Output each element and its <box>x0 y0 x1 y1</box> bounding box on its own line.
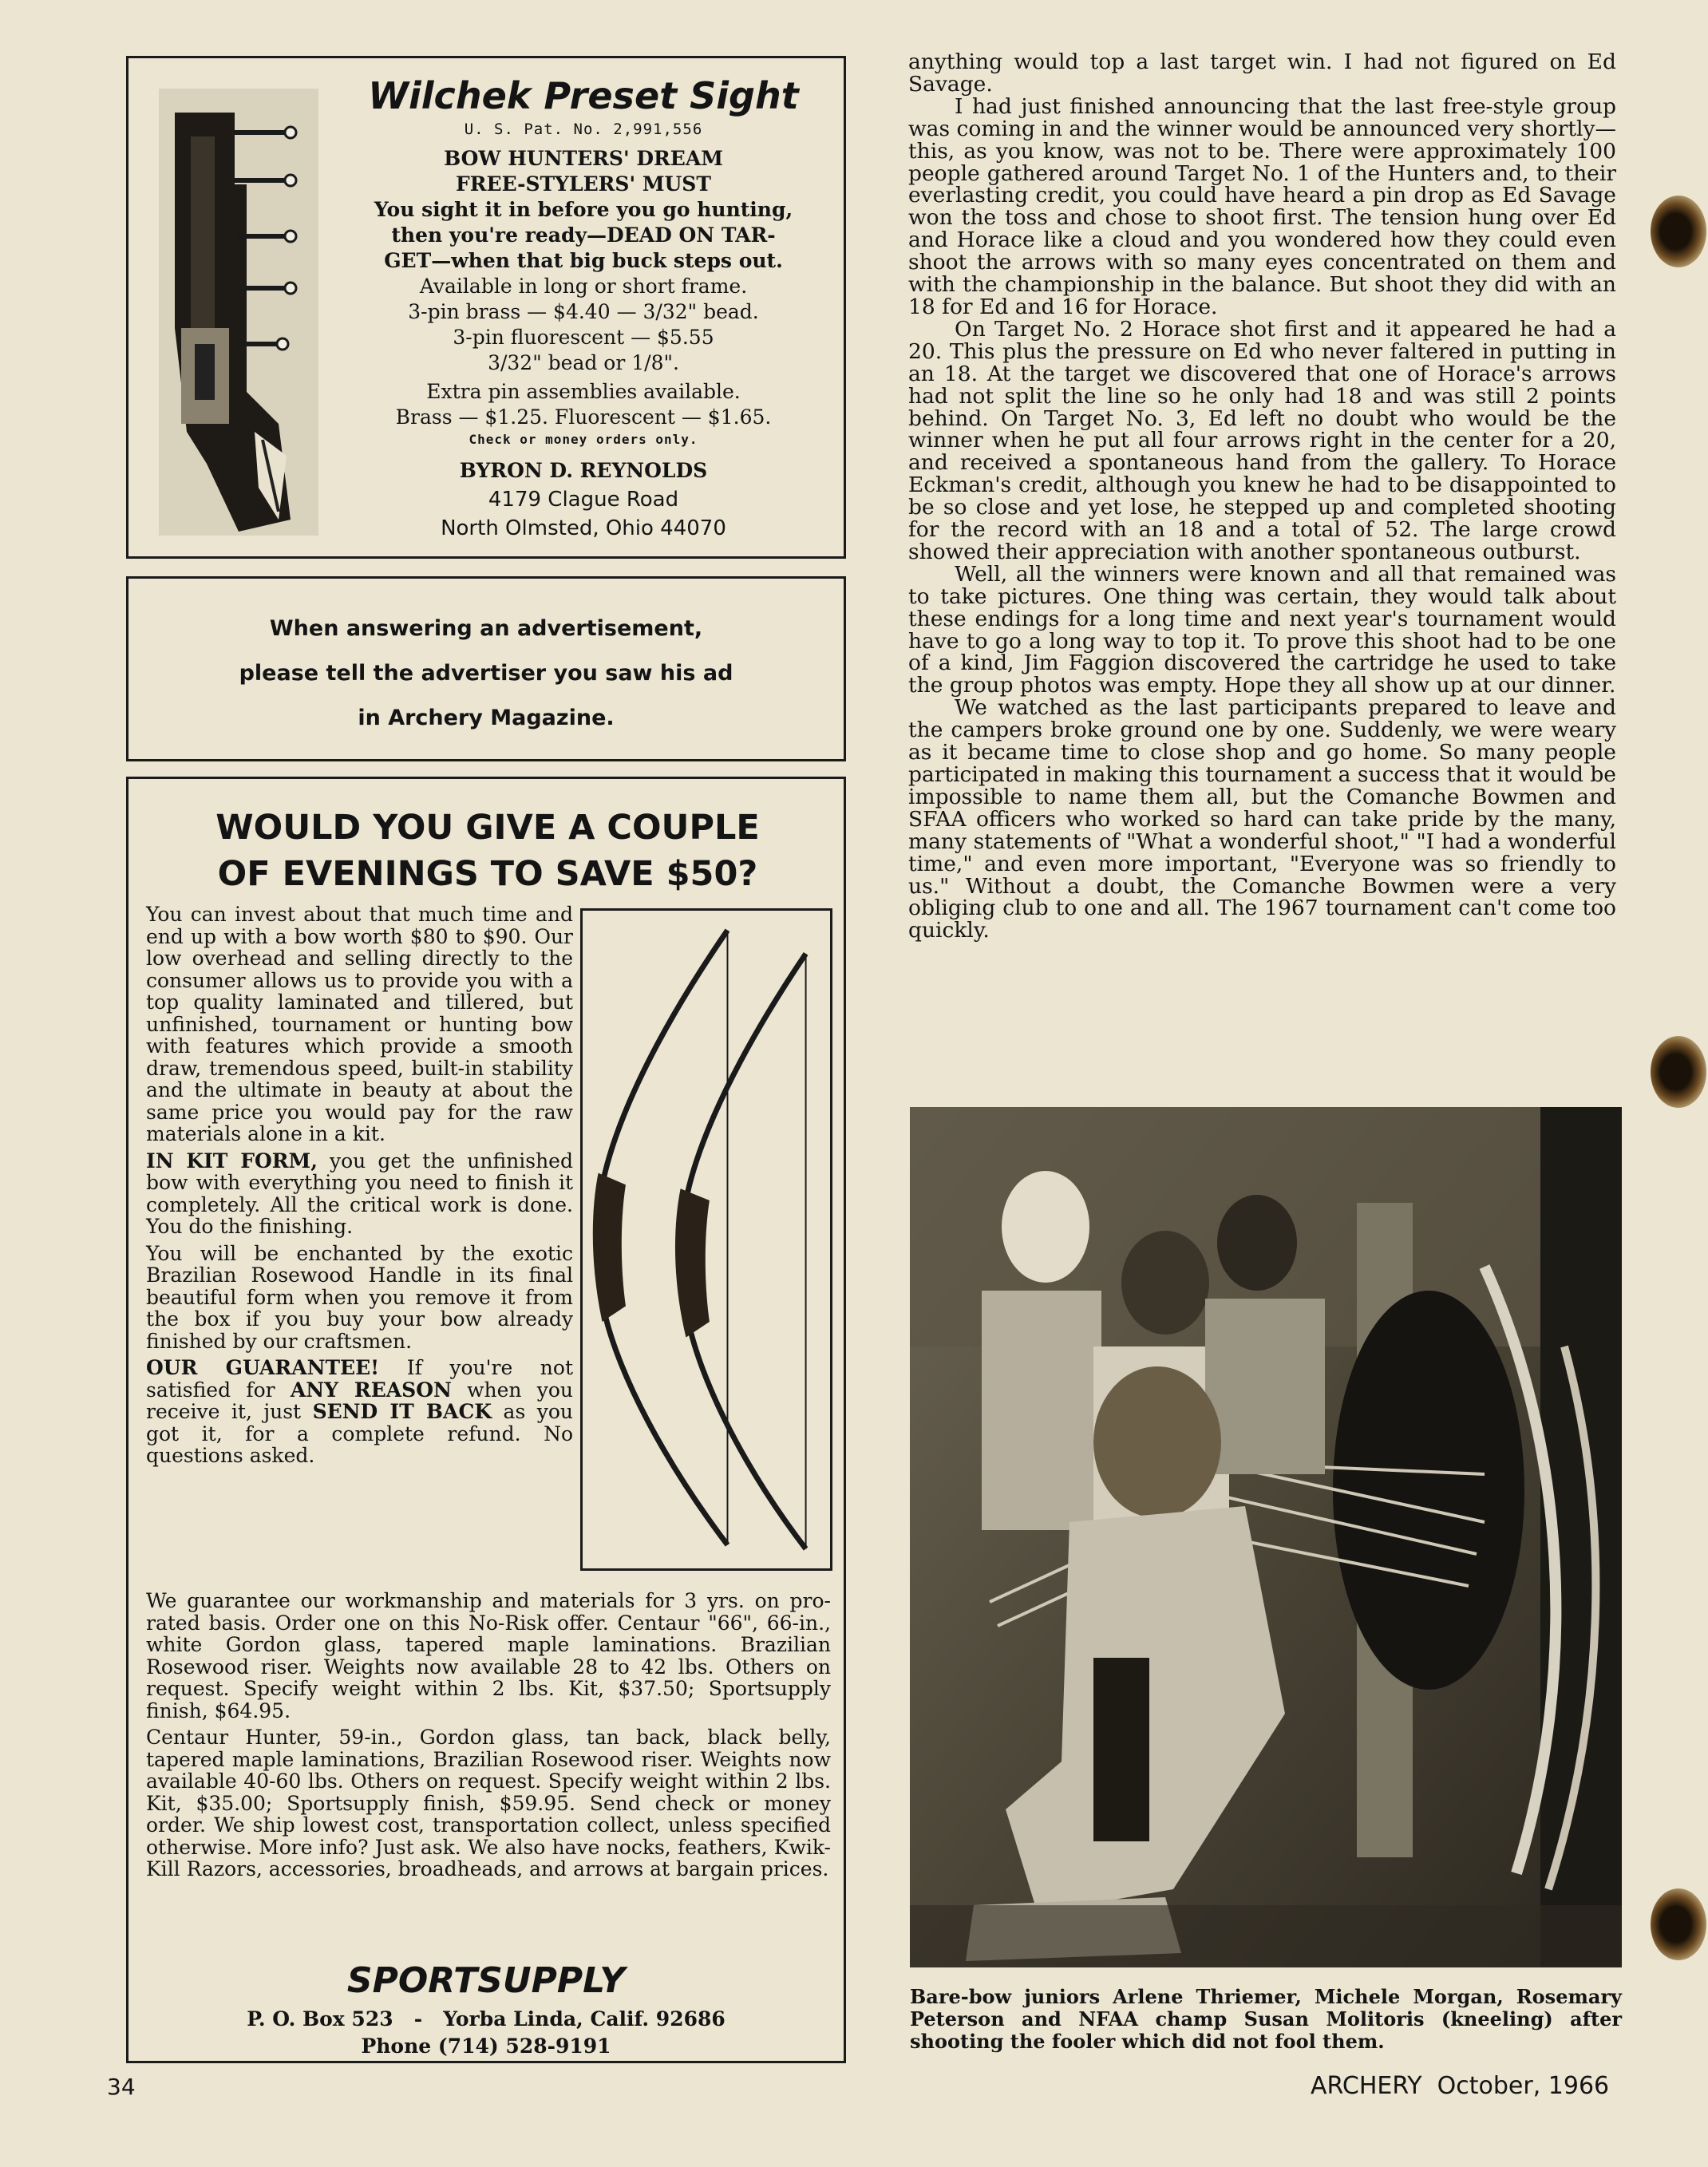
ad-headline: BOW HUNTERS' DREAM <box>444 147 723 170</box>
advertiser-notice <box>126 576 846 761</box>
ad-text: Extra pin assemblies available. <box>426 380 741 403</box>
advertiser-name: BYRON D. REYNOLDS <box>459 459 708 482</box>
ad-paragraph: Centaur Hunter, 59-in., Gordon glass, tan back, black belly, tapered maple laminations, Brazilian Rosewood riser. Weights now available 40-60 lbs. Others on request. Specify weight within 2 lbs. Kit, $35.00; Sportsupply finish, $59.95. Send check or money order. We ship lowest cost, transportation collect, unless specified otherwise. More info? Just ask. We also have nocks, feathers, Kwik-Kill Razors, accessories, broadheads, and arrows at bargain prices. <box>146 1726 831 1880</box>
sportsupply-ad <box>126 777 846 2063</box>
ad-title: Wilchek Preset Sight <box>368 74 799 117</box>
patent-number: U. S. Pat. No. 2,991,556 <box>464 121 703 138</box>
ad-headline <box>144 805 831 897</box>
paragraph-lead: IN KIT FORM, <box>146 1149 318 1172</box>
bow-sight-image <box>159 89 318 536</box>
bow-illustration <box>580 908 832 1571</box>
ad-text: Available in long or short frame. <box>419 275 748 298</box>
ad-text: You sight it in before you go hunting, <box>374 198 793 221</box>
ad-paragraph: You can invest about that much time and end up with a bow worth $80 to $90. Our low overhead and selling directly to the consumer allows us to provide you with a top quality laminated and tillered, but unfinished, tournament or hunting bow with features which provide a smooth draw, tremendous speed, built-in stability and the ultimate in beauty at about the same price you would pay for the raw materials alone in a kit. <box>146 903 573 1145</box>
magazine-footer: ARCHERY October, 1966 <box>1311 2072 1610 2100</box>
ad-text: then you're ready—DEAD ON TAR- <box>391 223 776 247</box>
ad-body-full <box>146 1590 831 1885</box>
headline-line: WOULD YOU GIVE A COUPLE <box>215 808 760 848</box>
binder-hole <box>1651 196 1706 267</box>
advertiser-address: North Olmsted, Ohio 44070 <box>441 516 726 540</box>
ad-paragraph: You will be enchanted by the exotic Brazilian Rosewood Handle in its final beautiful form when you remove it from the box if you buy your bow already finished by our craftsmen. <box>146 1241 573 1353</box>
ad-headline: FREE-STYLERS' MUST <box>456 172 711 196</box>
paragraph-emphasis: SEND IT BACK <box>312 1400 492 1423</box>
company-contact <box>128 2006 844 2060</box>
binder-hole <box>1651 1036 1706 1108</box>
notice-line: in Archery Magazine. <box>358 706 615 730</box>
ad-paragraph <box>146 1150 573 1238</box>
article-paragraph: We watched as the last participants prepared to leave and the campers broke ground one by one. Suddenly, we were weary as it became time to close shop and go home. So many people participated in making this tournament a success that it would be impossible to name them all, but the Comanche Bowmen and SFAA officers who worked so hard can take pride by the many, many statements of "What a wonderful shoot," "I had a wonderful time," and even more important, "Everyone was so friendly to us." Without a doubt, the Comanche Bowmen were a very obliging club to one and all. The 1967 tournament can't come too quickly. <box>908 695 1616 943</box>
company-address: P. O. Box 523 - Yorba Linda, Calif. 92686 <box>247 2007 726 2031</box>
article-column <box>908 51 1616 942</box>
article-paragraph: Well, all the winners were known and all that remained was to take pictures. One thing was certain, they would talk about these endings for a long time and next year's tournament would have to go a long way to top it. To prove this shoot had to be one of a kind, Jim Faggion discovered the cartridge he used to take the group photos was empty. Hope they all show up at our dinner. <box>908 561 1616 698</box>
ad-paragraph <box>146 1357 573 1467</box>
company-phone: Phone (714) 528-9191 <box>361 2035 611 2058</box>
ad-paragraph: We guarantee our workmanship and materials for 3 yrs. on pro-rated basis. Order one on this No-Risk offer. Centaur "66", 66-in., white Gordon glass, tapered maple laminations. Brazilian Rosewood riser. Weights now available 28 to 42 lbs. Others on request. Specify weight within 2 lbs. Kit, $37.50; Sportsupply finish, $64.95. <box>146 1589 831 1722</box>
brand-logo: SPORTSUPPLY <box>346 1960 626 2001</box>
paragraph-lead: OUR GUARANTEE! <box>146 1356 380 1379</box>
headline-line: OF EVENINGS TO SAVE $50? <box>217 854 758 894</box>
paragraph-text: as you got it, for a complete refund. No questions asked. <box>146 1400 574 1467</box>
paragraph-text: If you're not satisfied for <box>146 1356 573 1402</box>
ad-text: GET—when that big buck steps out. <box>384 249 783 272</box>
paragraph-emphasis: ANY REASON <box>290 1378 452 1402</box>
binder-hole <box>1651 1888 1706 1960</box>
price-line: 3/32" bead or 1/8". <box>488 351 679 374</box>
article-paragraph: I had just finished announcing that the last free-style group was coming in and the winner would be announced very shortly—this, as you know, was not to be. There were approximately 100 people gathered around Target No. 1 of the Hunters and, to their everlasting credit, you could have heard a pin drop as Ed Savage won the toss and chose to shoot first. The tension hung over Ed and Horace like a cloud and you wondered how they could even shoot the arrows with so many eyes concentrated on them and with the championship in the balance. But shoot they did with an 18 for Ed and 16 for Horace. <box>908 93 1616 319</box>
payment-note: Check or money orders only. <box>469 432 698 447</box>
price-line: 3-pin brass — $4.40 — 3/32" bead. <box>408 300 759 323</box>
page-number: 34 <box>107 2074 136 2100</box>
price-line: Brass — $1.25. Fluorescent — $1.65. <box>395 405 772 429</box>
notice-line: When answering an advertisement, <box>269 616 703 641</box>
photo-caption: Bare-bow juniors Arlene Thriemer, Michele Morgan, Rosemary Peterson and NFAA champ Susan Molitoris (kneeling) after shooting the fooler which did not fool them. <box>910 1985 1622 2053</box>
price-line: 3-pin fluorescent — $5.55 <box>453 326 714 349</box>
advertiser-address: 4179 Clague Road <box>488 488 679 512</box>
article-paragraph: anything would top a last target win. I had not figured on Ed Savage. <box>908 49 1616 97</box>
wilchek-sight-ad <box>126 56 846 559</box>
ad-body-column <box>146 904 573 1472</box>
paragraph-text: you get the unfinished bow with everything you need to finish it completely. All the critical work is done. You do the finishing. <box>146 1149 573 1238</box>
notice-line: please tell the advertiser you saw his ad <box>239 661 733 686</box>
archers-photo <box>910 1107 1622 1967</box>
paragraph-text: when you receive it, just <box>146 1378 573 1423</box>
article-paragraph: On Target No. 2 Horace shot first and it appeared he had a 20. This plus the pressure on Ed who never faltered in putting in an 18. At the target we discovered that one of Horace's arrows had not split the line so he only had 18 and was still 2 points behind. On Target No. 3, Ed left no doubt who would be the winner when he put all four arrows right in the center for a 20, and received a spontaneous hand from the gallery. To Horace Eckman's credit, although you knew he had to be disappointed to be so close and yet lose, he stepped up and completed shooting for the record with an 18 and a total of 52. The large crowd showed their appreciation with another spontaneous outburst. <box>908 316 1616 564</box>
